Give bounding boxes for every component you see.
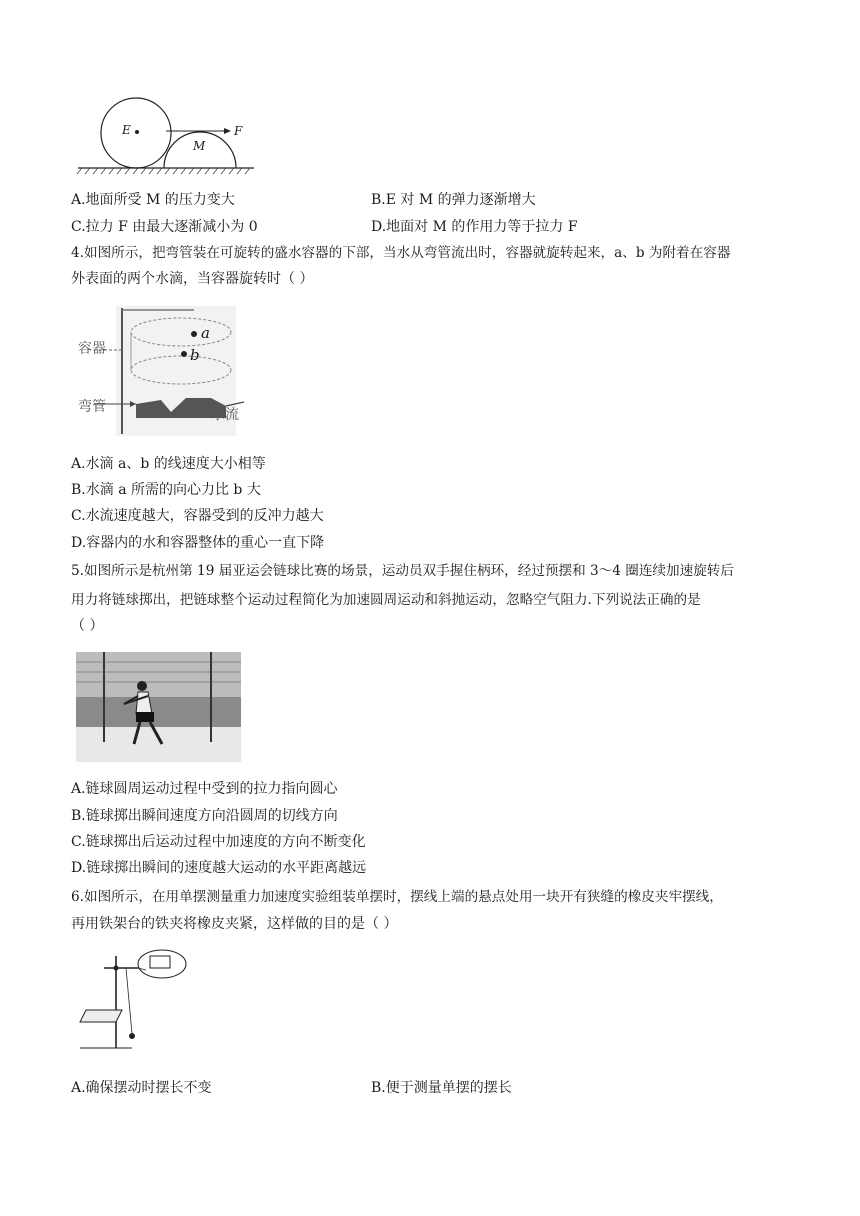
q4-option-d: D.容器内的水和容器整体的重心一直下降 — [71, 535, 325, 551]
q5-hammer-throw-photo — [76, 652, 241, 762]
q3-figure — [76, 95, 256, 175]
q3-label-m: M — [193, 139, 206, 153]
q6-pendulum-figure — [76, 944, 196, 1054]
q6-stem-line-1: 6.如图所示，在用单摆测量重力加速度实验组装单摆时，摆线上端的悬点处用一块开有狭缝的橡皮夹牢摆线， — [71, 889, 723, 905]
q5-option-b: B.链球掷出瞬间速度方向沿圆周的切线方向 — [71, 808, 338, 824]
q5-stem-line-1: 5.如图所示是杭州第 19 届亚运会链球比赛的场景，运动员双手握住柄环，经过预摆和 3～4 圈连续加速旋转后 — [71, 563, 734, 579]
q3-option-d: D.地面对 M 的作用力等于拉力 F — [371, 219, 578, 235]
q4-option-c: C.水流速度越大，容器受到的反冲力越大 — [71, 508, 324, 524]
q4-stem-line-2: 外表面的两个水滴，当容器旋转时（ ） — [71, 271, 314, 287]
q3-option-b: B.E 对 M 的弹力逐渐增大 — [371, 192, 536, 208]
q5-option-c: C.链球掷出后运动过程中加速度的方向不断变化 — [71, 834, 366, 850]
q4-label-water: 水流 — [211, 407, 239, 423]
q4-label-b: b — [190, 346, 200, 364]
q4-stem-line-1: 4.如图所示，把弯管装在可旋转的盛水容器的下部，当水从弯管流出时，容器就旋转起来，a、b 为附着在容器 — [71, 245, 731, 261]
q4-label-pipe: 弯管 — [78, 399, 106, 415]
q6-option-b: B.便于测量单摆的摆长 — [371, 1080, 512, 1096]
q6-stem-line-2: 再用铁架台的铁夹将橡皮夹紧，这样做的目的是（ ） — [71, 916, 398, 932]
q3-option-a: A.地面所受 M 的压力变大 — [71, 192, 235, 208]
q3-label-f: F — [234, 124, 243, 138]
q3-option-c: C.拉力 F 由最大逐渐减小为 0 — [71, 219, 258, 235]
q5-option-d: D.链球掷出瞬间的速度越大运动的水平距离越远 — [71, 860, 367, 876]
q5-stem-line-2: 用力将链球掷出，把链球整个运动过程简化为加速圆周运动和斜抛运动，忽略空气阻力.下列说法正确的是 — [71, 592, 701, 608]
q4-option-a: A.水滴 a、b 的线速度大小相等 — [71, 456, 266, 472]
q4-figure — [76, 302, 256, 442]
q4-label-a: a — [201, 324, 210, 342]
q5-stem-line-3: （ ） — [71, 618, 104, 634]
q4-label-container: 容器 — [78, 341, 106, 357]
q5-option-a: A.链球圆周运动过程中受到的拉力指向圆心 — [71, 781, 338, 797]
q3-label-e: E — [122, 123, 131, 137]
q4-option-b: B.水滴 a 所需的向心力比 b 大 — [71, 482, 261, 498]
q6-option-a: A.确保摆动时摆长不变 — [71, 1080, 212, 1096]
